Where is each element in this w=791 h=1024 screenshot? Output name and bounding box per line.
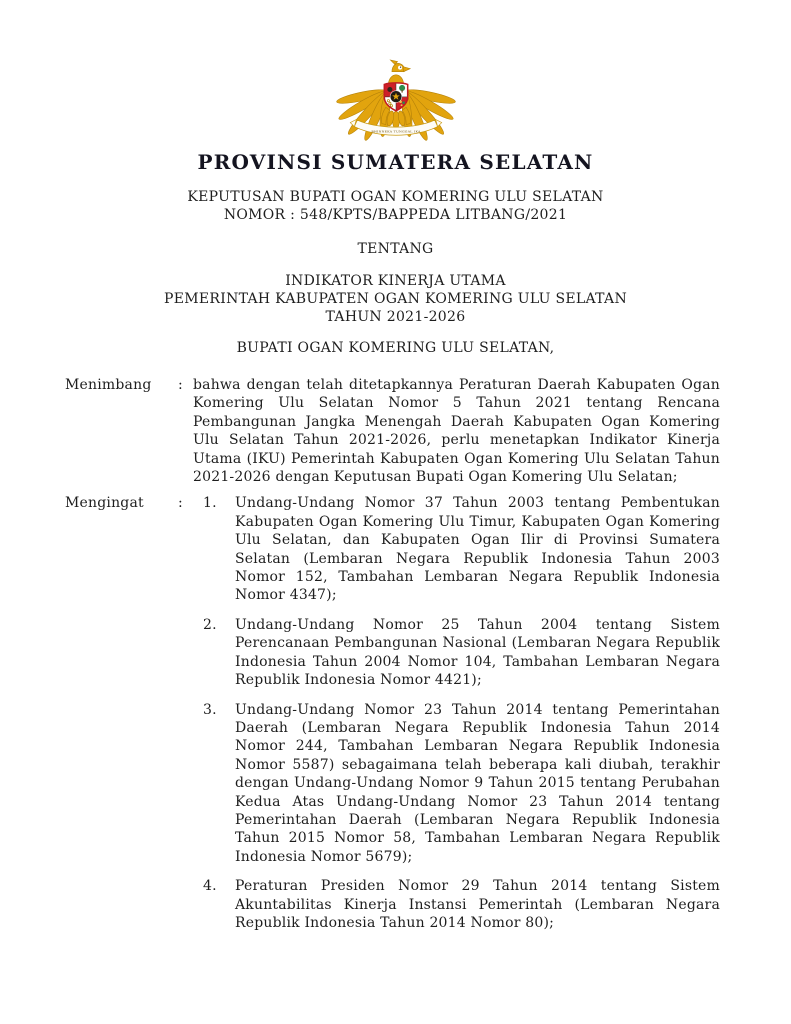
- decree-title: KEPUTUSAN BUPATI OGAN KOMERING ULU SELATAN: [187, 189, 604, 205]
- subject-line-2: PEMERINTAH KABUPATEN OGAN KOMERING ULU SELATAN: [164, 291, 627, 307]
- about-label: TENTANG: [357, 241, 434, 257]
- item-text: Undang-Undang Nomor 23 Tahun 2014 tentang Pemerintahan Daerah (Lembaran Negara Republik Indonesia Tahun 2014 Nomor 244, Tambahan Lembaran Negara Republik Indonesia Nomor 5587) sebagaimana telah beberapa kali diubah, terakhir dengan Undang-Undang Nomor 9 Tahun 2015 tentang Perubahan Kedua Atas Undang-Undang Nomor 23 Tahun 2014 tentang Pemerintahan Daerah (Lembaran Negara Republik Indonesia Tahun 2015 Nomor 58, Tambahan Lembaran Negara Republik Indonesia Nomor 5679);: [235, 701, 720, 865]
- item-number: 2.: [203, 616, 217, 633]
- recalling-section: [65, 494, 791, 932]
- item-number: 1.: [203, 495, 217, 512]
- issuer-line: BUPATI OGAN KOMERING ULU SELATAN,: [236, 340, 555, 356]
- bull-symbol: [387, 87, 392, 92]
- subject-line-1: INDIKATOR KINERJA UTAMA: [285, 273, 506, 289]
- recalling-label: Mengingat: [65, 495, 144, 512]
- motto-text: BHINNEKA TUNGGAL IKA: [370, 129, 421, 134]
- legal-basis-item: [193, 701, 720, 867]
- item-text: Peraturan Presiden Nomor 29 Tahun 2014 tentang Sistem Akuntabilitas Kinerja Instansi Pemerintah (Lembaran Negara Republik Indonesia Tahun 2014 Nomor 80);: [235, 878, 720, 931]
- emblem-container: [0, 0, 791, 144]
- garuda-pancasila-emblem: [335, 36, 457, 143]
- legal-basis-item: [193, 494, 720, 604]
- considering-label: Menimbang: [65, 377, 152, 393]
- considering-colon: :: [178, 377, 183, 393]
- recalling-colon: :: [178, 495, 183, 512]
- legal-basis-list: [193, 494, 720, 932]
- item-number: 3.: [203, 701, 217, 718]
- province-title: PROVINSI SUMATERA SELATAN: [197, 150, 594, 174]
- considering-text: bahwa dengan telah ditetapkannya Peraturan Daerah Kabupaten Ogan Komering Ulu Selatan Nomor 5 Tahun 2021 tentang Rencana Pembangunan Jangka Menengah Daerah Kabupaten Ogan Komering Ulu Selatan Tahun 2021-2026, perlu menetapkan Indikator Kinerja Utama (IKU) Pemerintah Kabupaten Ogan Komering Ulu Selatan Tahun 2021-2026 dengan Keputusan Bupati Ogan Komering Ulu Selatan;: [193, 377, 720, 486]
- garuda-head-white: [398, 66, 402, 70]
- legal-basis-item: [193, 616, 720, 690]
- decree-number: NOMOR : 548/KPTS/BAPPEDA LITBANG/2021: [223, 207, 568, 223]
- decree-heading: [0, 188, 791, 224]
- considering-section: [65, 376, 791, 486]
- clauses: [0, 376, 791, 932]
- garuda-eye: [399, 67, 400, 68]
- subject-line-3: TAHUN 2021-2026: [325, 309, 466, 325]
- item-number: 4.: [203, 878, 217, 895]
- item-text: Undang-Undang Nomor 37 Tahun 2003 tentang Pembentukan Kabupaten Ogan Komering Ulu Timur, Kabupaten Ogan Komering Ulu Selatan, dan Kabupaten Ogan Ilir di Provinsi Sumatera Selatan (Lembaran Negara Republik Indonesia Tahun 2003 Nomor 152, Tambahan Lembaran Negara Republik Indonesia Nomor 4347);: [235, 495, 720, 604]
- legal-basis-item: [193, 877, 720, 932]
- decree-subject: [0, 272, 791, 326]
- item-text: Undang-Undang Nomor 25 Tahun 2004 tentang Sistem Perencanaan Pembangunan Nasional (Lembaran Negara Republik Indonesia Tahun 2004 Nomor 104, Tambahan Lembaran Negara Republik Indonesia Nomor 4421);: [235, 616, 720, 689]
